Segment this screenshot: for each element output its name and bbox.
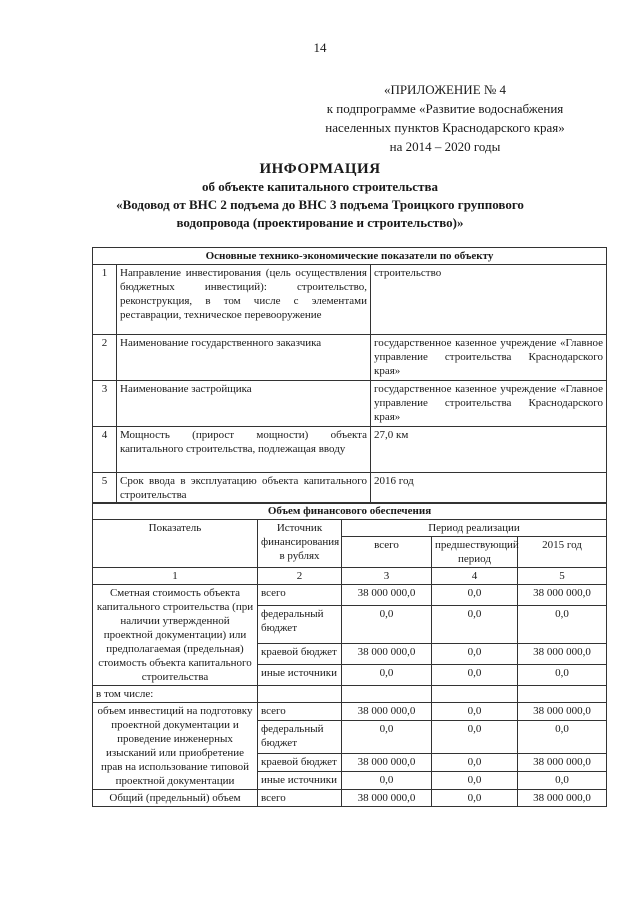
including-label: в том числе:	[93, 686, 258, 703]
indicator-value: 27,0 км	[371, 427, 607, 473]
finance-colhead-row	[93, 520, 607, 537]
heading-line-2: об объекте капитального строительства	[202, 179, 438, 194]
value-total: 0,0	[342, 665, 432, 686]
empty-cell	[432, 686, 518, 703]
appendix-block	[300, 80, 590, 156]
value-total: 38 000 000,0	[342, 585, 432, 606]
value-2015: 38 000 000,0	[518, 790, 607, 807]
value-previous: 0,0	[432, 605, 518, 643]
indicator-num: 5	[93, 473, 117, 504]
indicator-row	[93, 473, 607, 504]
finance-header-row	[93, 503, 607, 520]
finance-row	[93, 585, 607, 606]
source: федеральный бюджет	[258, 605, 342, 643]
value-total: 38 000 000,0	[342, 790, 432, 807]
indicators-header-row	[93, 248, 607, 265]
value-previous: 0,0	[432, 721, 518, 754]
value-previous: 0,0	[432, 790, 518, 807]
indicator-value: государственное казенное учреждение «Главное управление строительства Краснодарского края»	[371, 335, 607, 381]
empty-cell	[518, 686, 607, 703]
value-2015: 38 000 000,0	[518, 753, 607, 771]
indicators-table	[92, 247, 607, 504]
value-2015: 0,0	[518, 605, 607, 643]
value-2015: 0,0	[518, 771, 607, 789]
finance-table	[92, 502, 607, 807]
colnum: 3	[342, 568, 432, 585]
indicator-label: Срок ввода в эксплуатацию объекта капитального строительства	[117, 473, 371, 504]
value-total: 0,0	[342, 771, 432, 789]
indicator-num: 2	[93, 335, 117, 381]
finance-header: Объем финансового обеспечения	[93, 503, 607, 520]
colnum: 2	[258, 568, 342, 585]
col-source: Источник финансирования в рублях	[258, 520, 342, 568]
col-total: всего	[342, 537, 432, 568]
including-row	[93, 686, 607, 703]
value-total: 0,0	[342, 721, 432, 754]
value-previous: 0,0	[432, 703, 518, 721]
finance-colnum-row	[93, 568, 607, 585]
value-2015: 38 000 000,0	[518, 585, 607, 606]
indicator-num: 4	[93, 427, 117, 473]
colnum: 4	[432, 568, 518, 585]
appendix-line-4: на 2014 – 2020 годы	[389, 139, 501, 154]
indicator-value: строительство	[371, 265, 607, 335]
group1-label: Сметная стоимость объекта капитального строительства (при наличии утвержденной проектной документации) или предполагаемая (предельная) стоимость объекта капитального строительства	[93, 585, 258, 686]
colnum: 1	[93, 568, 258, 585]
value-previous: 0,0	[432, 771, 518, 789]
col-indicator: Показатель	[93, 520, 258, 568]
value-2015: 0,0	[518, 721, 607, 754]
heading-line-4: водопровода (проектирование и строительство)»	[176, 215, 464, 230]
value-previous: 0,0	[432, 665, 518, 686]
empty-cell	[258, 686, 342, 703]
document-title: ИНФОРМАЦИЯ	[259, 161, 381, 177]
col-period: Период реализации	[342, 520, 607, 537]
page-number: 14	[313, 40, 327, 55]
appendix-line-1: «ПРИЛОЖЕНИЕ № 4	[383, 82, 507, 97]
finance-row	[93, 703, 607, 721]
source: краевой бюджет	[258, 753, 342, 771]
colnum: 5	[518, 568, 607, 585]
value-previous: 0,0	[432, 644, 518, 665]
indicator-label: Наименование государственного заказчика	[117, 335, 371, 381]
group3-label: Общий (предельный) объем	[93, 790, 258, 807]
indicator-value: 2016 год	[371, 473, 607, 504]
empty-cell	[342, 686, 432, 703]
indicator-label: Наименование застройщика	[117, 381, 371, 427]
indicator-label: Мощность (прирост мощности) объекта капитального строительства, подлежащая вводу	[117, 427, 371, 473]
finance-row	[93, 790, 607, 807]
value-total: 0,0	[342, 605, 432, 643]
indicator-row	[93, 427, 607, 473]
col-previous: предшествующий период	[432, 537, 518, 568]
indicator-row	[93, 335, 607, 381]
appendix-line-3: населенных пунктов Краснодарского края»	[325, 120, 565, 135]
indicator-value: государственное казенное учреждение «Главное управление строительства Краснодарского края»	[371, 381, 607, 427]
indicator-row	[93, 265, 607, 335]
source: всего	[258, 585, 342, 606]
value-2015: 0,0	[518, 665, 607, 686]
source: краевой бюджет	[258, 644, 342, 665]
source: иные источники	[258, 665, 342, 686]
value-2015: 38 000 000,0	[518, 644, 607, 665]
value-2015: 38 000 000,0	[518, 703, 607, 721]
document-heading	[80, 160, 560, 232]
value-total: 38 000 000,0	[342, 644, 432, 665]
group2-label: объем инвестиций на подготовку проектной документации и проведение инженерных изысканий или приобретение прав на использование типовой проектной документации	[93, 703, 258, 790]
indicator-row	[93, 381, 607, 427]
value-previous: 0,0	[432, 753, 518, 771]
value-total: 38 000 000,0	[342, 703, 432, 721]
indicator-num: 3	[93, 381, 117, 427]
heading-line-3: «Водовод от ВНС 2 подъема до ВНС 3 подъема Троицкого группового	[116, 197, 524, 212]
source: всего	[258, 703, 342, 721]
value-previous: 0,0	[432, 585, 518, 606]
indicators-header: Основные технико-экономические показатели по объекту	[93, 248, 607, 265]
indicator-label: Направление инвестирования (цель осуществления бюджетных инвестиций): строительство, реконструкция, в том числе с элементами реставрации, техническое перевооружение	[117, 265, 371, 335]
source: всего	[258, 790, 342, 807]
source: федеральный бюджет	[258, 721, 342, 754]
col-2015: 2015 год	[518, 537, 607, 568]
value-total: 38 000 000,0	[342, 753, 432, 771]
source: иные источники	[258, 771, 342, 789]
appendix-line-2: к подпрограмме «Развитие водоснабжения	[326, 101, 564, 116]
indicator-num: 1	[93, 265, 117, 335]
